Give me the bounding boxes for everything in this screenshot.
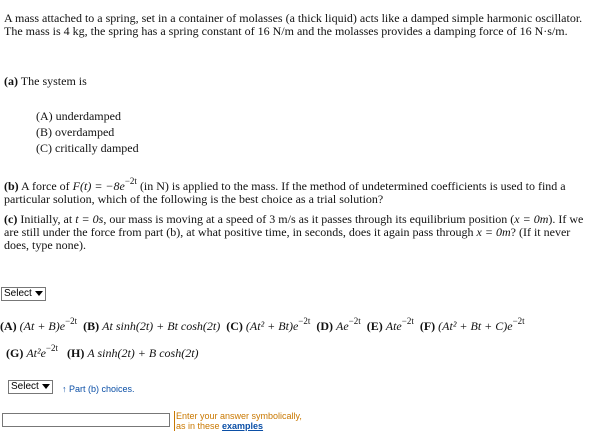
part-a-option-b: (B) overdamped bbox=[36, 125, 115, 139]
part-c-text-3: ). If we are still under the force from part (b), at what positive time, in seconds, does it again pass through bbox=[4, 212, 584, 239]
choice-a: (A) $(At + B)e^{-2t}$ bbox=[0, 316, 78, 333]
part-a-prompt: The system is bbox=[20, 74, 87, 88]
choice-h: (H) A sinh(2t) + B cosh(2t) bbox=[67, 346, 199, 360]
part-c-answer-input[interactable] bbox=[2, 413, 170, 427]
part-a-options bbox=[36, 108, 139, 156]
initial-position: x = 0m bbox=[514, 212, 549, 226]
choice-g: (G) $At^2e^{-2t}$ bbox=[6, 343, 58, 360]
part-c-text bbox=[4, 213, 590, 252]
initial-time: t = 0s bbox=[75, 212, 104, 226]
choice-f: (F) $(At^2 + Bt + C)e^{-2t}$ bbox=[419, 316, 525, 333]
part-c-text-1: Initially, at bbox=[20, 212, 76, 226]
choice-b: (B) At sinh(2t) + Bt cosh(2t) bbox=[83, 319, 221, 333]
examples-link[interactable]: examples bbox=[222, 421, 264, 431]
part-b-select[interactable] bbox=[8, 380, 53, 394]
part-c-label: (c) bbox=[4, 212, 18, 226]
chevron-down-icon bbox=[42, 384, 50, 389]
part-a-heading bbox=[4, 74, 87, 89]
part-b-select-label: Select bbox=[11, 381, 39, 392]
choices-row-2 bbox=[6, 343, 199, 360]
chevron-down-icon bbox=[35, 291, 43, 296]
part-a-label: (a) bbox=[4, 74, 18, 88]
problem-intro: A mass attached to a spring, set in a container of molasses (a thick liquid) acts like a damped simple harmonic oscillator. The mass is 4 kg, the spring has a spring constant of 16 N/m and the molasses provides a damping force of 16 N·s/m. bbox=[4, 11, 583, 38]
choices-row-1 bbox=[0, 316, 525, 333]
answer-hint-line-1: Enter your answer symbolically, bbox=[176, 411, 302, 421]
part-c-text-2: , our mass is moving at a speed of 3 m/s as it passes through its equilibrium position ( bbox=[103, 212, 515, 226]
part-c-text-4: ? (If it never does, type none). bbox=[4, 225, 571, 252]
choice-c: (C) $(At^2 + Bt)e^{-2t}$ bbox=[226, 316, 311, 333]
target-position: x = 0m bbox=[476, 225, 511, 239]
part-b-text bbox=[4, 176, 590, 206]
force-expression: F(t) = −8e bbox=[72, 179, 125, 193]
choice-d: (D) $Ae^{-2t}$ bbox=[316, 316, 361, 333]
part-a-option-c: (C) critically damped bbox=[36, 141, 139, 155]
part-b-label: (b) bbox=[4, 179, 19, 193]
part-b-text-2: (in N) is applied to the mass. If the method of undetermined coefficients is used to find a particular solution, which of the following is the best choice as a trial solution? bbox=[4, 179, 566, 206]
answer-format-hint bbox=[174, 411, 302, 431]
part-b-text-1: A force of bbox=[21, 179, 73, 193]
part-b-choices-hint: ↑ Part (b) choices. bbox=[62, 384, 135, 394]
answer-hint-line-2: as in these bbox=[176, 421, 223, 431]
part-a-select[interactable] bbox=[1, 287, 46, 301]
part-a-option-a: (A) underdamped bbox=[36, 109, 121, 123]
force-exponent: −2t bbox=[124, 176, 137, 186]
part-a-select-label: Select bbox=[4, 288, 32, 299]
choice-e: (E) Ate$^{-2t}$ bbox=[366, 316, 414, 333]
